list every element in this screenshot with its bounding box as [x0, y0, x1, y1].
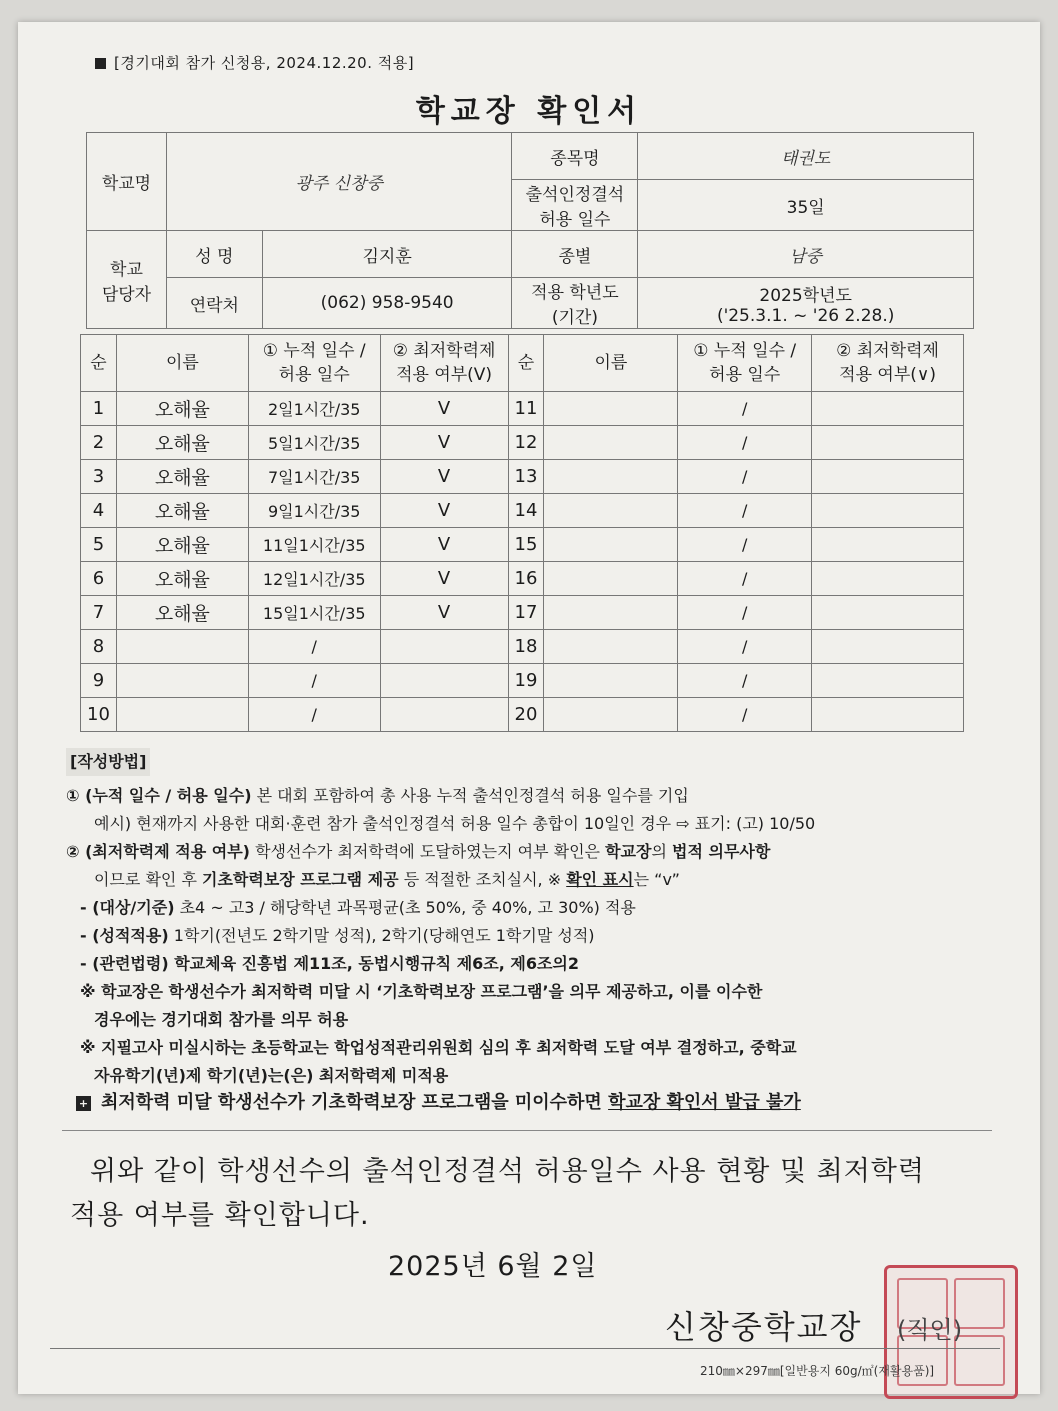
form-header-note	[95, 52, 414, 73]
cumulative-days: /	[678, 392, 812, 426]
row-number: 8	[81, 630, 117, 664]
table-row	[81, 562, 964, 596]
col-header-min-right-2: 적용 여부(∨)	[839, 365, 936, 385]
min-academic-check	[812, 664, 964, 698]
row-number: 2	[81, 426, 117, 460]
student-name: 오해율	[116, 494, 248, 528]
row-number: 1	[81, 392, 117, 426]
row-number: 5	[81, 528, 117, 562]
category-value: 남중	[638, 231, 974, 278]
contact-label: 연락처	[166, 278, 262, 329]
allowed-days-label-1: 출석인정결석	[525, 185, 625, 205]
detail-target	[66, 894, 986, 922]
col-header-no: 순	[81, 335, 117, 392]
staff-label-2: 담당자	[101, 284, 152, 305]
student-name	[544, 528, 678, 562]
note-2	[66, 838, 986, 866]
table-row	[81, 630, 964, 664]
student-name	[116, 664, 248, 698]
student-name: 오해율	[116, 562, 248, 596]
confirmation-date: 2025년 6월 2일	[388, 1251, 598, 1282]
student-name	[544, 426, 678, 460]
min-academic-check	[380, 698, 508, 732]
staff-name-label: 성 명	[166, 231, 262, 278]
col-header-min-right-1: ② 최저학력제	[836, 341, 939, 361]
table-header-row	[81, 335, 964, 392]
student-name	[116, 698, 248, 732]
school-year-label	[512, 278, 638, 329]
row-number: 9	[81, 664, 117, 698]
table-row	[81, 460, 964, 494]
min-academic-check	[812, 494, 964, 528]
paper-spec: 210㎜×297㎜[일반용지 60g/㎡(재활용품)]	[700, 1364, 935, 1378]
seal-label: (직인)	[897, 1316, 963, 1344]
student-table	[80, 334, 964, 732]
table-row	[81, 664, 964, 698]
col-header-min-2: 적용 여부(V)	[396, 365, 493, 385]
school-year-value	[638, 278, 974, 329]
cumulative-days: 5일1시간/35	[248, 426, 380, 460]
event-value: 태권도	[638, 133, 974, 180]
min-academic-check	[812, 698, 964, 732]
min-academic-check	[380, 664, 508, 698]
min-academic-check	[812, 630, 964, 664]
detail-target-bold: - (대상/기준)	[80, 898, 175, 917]
cumulative-days: /	[678, 528, 812, 562]
row-number: 10	[81, 698, 117, 732]
staff-label-1: 학교	[110, 259, 143, 280]
note-1-example: 예시) 현재까지 사용한 대회·훈련 참가 출석인정결석 허용 일수 총합이 10일인 경우 ⇨ 표기: (고) 10/50	[94, 814, 816, 833]
col-header-min-1: ② 최저학력제	[392, 341, 496, 361]
cumulative-days: 11일1시간/35	[248, 528, 380, 562]
col-header-name: 이름	[116, 335, 248, 392]
school-year-value-1: 2025학년도	[759, 285, 852, 306]
remark-2-line2: 자유학기(년)제 학기(년)는(은) 최저학력제 미적용	[94, 1066, 449, 1085]
student-name	[544, 562, 678, 596]
square-bullet-icon	[95, 58, 106, 69]
min-academic-check	[812, 460, 964, 494]
instructions	[66, 748, 986, 1090]
min-academic-check	[380, 630, 508, 664]
note-1	[66, 782, 986, 810]
note-1-bold: ① (누적 일수 / 허용 일수)	[66, 786, 252, 805]
row-number: 20	[508, 698, 544, 732]
notice-box-icon: +	[76, 1096, 91, 1111]
category-label: 종별	[512, 231, 638, 278]
min-academic-check: V	[380, 460, 508, 494]
divider	[62, 1130, 992, 1131]
detail-grades-bold: - (성적적용)	[80, 926, 169, 945]
min-academic-check	[812, 562, 964, 596]
contact-value: (062) 958-9540	[262, 278, 512, 329]
note-2-rest-c: 의	[651, 842, 673, 861]
col-header-days-right-1: ① 누적 일수 /	[693, 341, 797, 361]
student-name: 오해율	[116, 460, 248, 494]
cumulative-days: 15일1시간/35	[248, 596, 380, 630]
student-name: 오해율	[116, 392, 248, 426]
student-name	[544, 494, 678, 528]
min-academic-check: V	[380, 426, 508, 460]
cumulative-days: /	[678, 460, 812, 494]
allowed-days-label-2: 허용 일수	[539, 210, 611, 230]
bottom-divider	[50, 1348, 1000, 1349]
row-number: 6	[81, 562, 117, 596]
row-number: 18	[508, 630, 544, 664]
note-2-line2	[66, 866, 986, 894]
table-row	[81, 528, 964, 562]
cumulative-days: /	[678, 630, 812, 664]
row-number: 3	[81, 460, 117, 494]
staff-label	[87, 231, 167, 329]
col-header-days-1: ① 누적 일수 /	[262, 341, 366, 361]
cumulative-days: 7일1시간/35	[248, 460, 380, 494]
cumulative-days: /	[678, 494, 812, 528]
row-number: 16	[508, 562, 544, 596]
school-year-value-2: ('25.3.1. ~ '26 2.28.)	[716, 305, 895, 326]
remark-1-line2: 경우에는 경기대회 참가를 의무 허용	[94, 1010, 349, 1029]
row-number: 15	[508, 528, 544, 562]
detail-grades	[66, 922, 986, 950]
cumulative-days: /	[678, 596, 812, 630]
principal-signature: 신창중학교장	[665, 1308, 863, 1346]
allowed-days-label	[512, 180, 638, 231]
table-row	[81, 426, 964, 460]
min-academic-check: V	[380, 528, 508, 562]
remark-1-line1: ※ 학교장은 학생선수가 최저학력 미달 시 ‘기초학력보장 프로그램’을 의무 제공하고, 이를 이수한	[80, 982, 763, 1001]
detail-target-rest: 초4 ~ 고3 / 해당학년 과목평균(초 50%, 중 40%, 고 30%) 적용	[174, 898, 636, 917]
col-header-days-2: 허용 일수	[278, 365, 350, 385]
min-academic-check: V	[380, 596, 508, 630]
cumulative-days: 2일1시간/35	[248, 392, 380, 426]
student-name	[544, 460, 678, 494]
detail-law: - (관련법령) 학교체육 진흥법 제11조, 동법시행규칙 제6조, 제6조의2	[80, 954, 580, 973]
confirmation-text	[70, 1150, 990, 1238]
row-number: 7	[81, 596, 117, 630]
cumulative-days: /	[678, 664, 812, 698]
student-name: 오해율	[116, 528, 248, 562]
remark-2-line1: ※ 지필고사 미실시하는 초등학교는 학업성적관리위원회 심의 후 최저학력 도달 여부 결정하고, 중학교	[80, 1038, 797, 1057]
school-name-value: 광주 신창중	[166, 133, 512, 231]
note-2-line2-a: 이므로 확인 후	[94, 870, 202, 889]
col-header-days	[248, 335, 380, 392]
col-header-days-right-2: 허용 일수	[709, 365, 781, 385]
row-number: 13	[508, 460, 544, 494]
document-title: 학교장 확인서	[415, 94, 643, 129]
cumulative-days: /	[248, 664, 380, 698]
note-2-bold-d: 법적 의무사항	[672, 842, 771, 861]
note-2-line2-mark: 확인 표시	[566, 870, 634, 889]
min-academic-check	[812, 596, 964, 630]
staff-name-value: 김지훈	[262, 231, 512, 278]
table-row	[81, 698, 964, 732]
note-2-line2-b: 등 적절한 조치실시, ※	[398, 870, 567, 889]
col-header-min-right	[812, 335, 964, 392]
note-2-bold: ② (최저학력제 적용 여부)	[66, 842, 250, 861]
notice	[76, 1088, 801, 1114]
school-info-table	[86, 132, 974, 329]
student-name: 오해율	[116, 596, 248, 630]
cumulative-days: 12일1시간/35	[248, 562, 380, 596]
col-header-name-right: 이름	[544, 335, 678, 392]
min-academic-check	[812, 392, 964, 426]
min-academic-check	[812, 528, 964, 562]
confirmation-line-2: 적용 여부를 확인합니다.	[70, 1200, 370, 1231]
row-number: 14	[508, 494, 544, 528]
cumulative-days: /	[678, 562, 812, 596]
min-academic-check: V	[380, 494, 508, 528]
table-row	[81, 392, 964, 426]
note-2-bold-b: 학교장	[605, 842, 652, 861]
col-header-no-right: 순	[508, 335, 544, 392]
row-number: 17	[508, 596, 544, 630]
table-row	[81, 494, 964, 528]
allowed-days-value: 35일	[638, 180, 974, 231]
student-name	[544, 596, 678, 630]
cumulative-days: /	[678, 698, 812, 732]
detail-grades-rest: 1학기(전년도 2학기말 성적), 2학기(당해연도 1학기말 성적)	[168, 926, 595, 945]
student-name	[544, 630, 678, 664]
col-header-days-right	[678, 335, 812, 392]
note-2-rest-a: 학생선수가 최저학력에 도달하였는지 여부 확인은	[250, 842, 606, 861]
row-number: 4	[81, 494, 117, 528]
student-name	[544, 698, 678, 732]
row-number: 11	[508, 392, 544, 426]
note-1-rest: 본 대회 포함하여 총 사용 누적 출석인정결석 허용 일수를 기입	[251, 786, 689, 805]
cumulative-days: /	[248, 698, 380, 732]
school-name-label: 학교명	[87, 133, 167, 231]
instructions-heading: [작성방법]	[66, 748, 150, 776]
min-academic-check: V	[380, 562, 508, 596]
school-year-label-1: 적용 학년도	[531, 283, 619, 303]
col-header-min	[380, 335, 508, 392]
notice-underlined: 학교장 확인서 발급 불가	[608, 1092, 801, 1113]
row-number: 19	[508, 664, 544, 698]
cumulative-days: /	[248, 630, 380, 664]
student-name	[544, 664, 678, 698]
school-year-label-2: (기간)	[551, 308, 598, 328]
student-name	[544, 392, 678, 426]
student-name: 오해율	[116, 426, 248, 460]
cumulative-days: 9일1시간/35	[248, 494, 380, 528]
table-row	[81, 596, 964, 630]
min-academic-check	[812, 426, 964, 460]
event-label: 종목명	[512, 133, 638, 180]
row-number: 12	[508, 426, 544, 460]
note-2-line2-bold: 기초학력보장 프로그램 제공	[202, 870, 399, 889]
min-academic-check: V	[380, 392, 508, 426]
header-note-text: [경기대회 참가 신청용, 2024.12.20. 적용]	[114, 54, 415, 72]
student-name	[116, 630, 248, 664]
confirmation-line-1: 위와 같이 학생선수의 출석인정결석 허용일수 사용 현황 및 최저학력	[90, 1156, 925, 1187]
note-2-line2-c: 는 “v”	[633, 870, 680, 889]
cumulative-days: /	[678, 426, 812, 460]
notice-text: 최저학력 미달 학생선수가 기초학력보장 프로그램을 미이수하면	[101, 1092, 609, 1113]
